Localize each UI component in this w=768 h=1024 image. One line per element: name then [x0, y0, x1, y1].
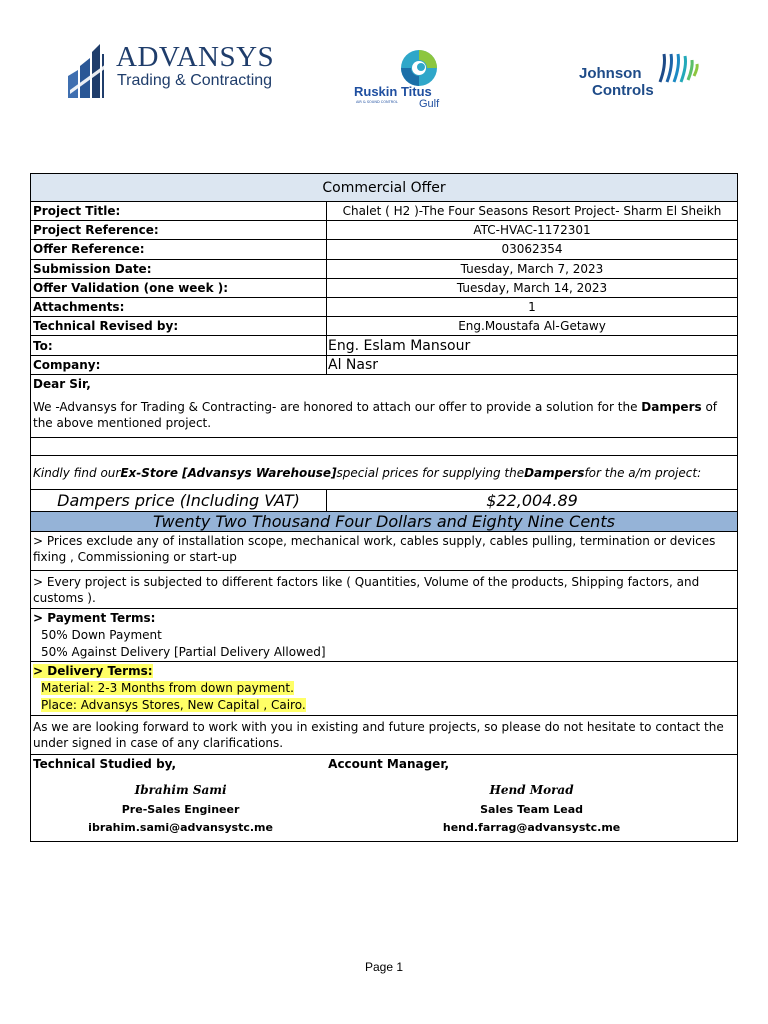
- field-row-company: [31, 356, 737, 376]
- field-row-to: [31, 336, 737, 356]
- advansys-tagline: Trading & Contracting: [117, 72, 273, 89]
- ruskin-name: Ruskin Titus: [354, 84, 432, 99]
- signature-role: Pre-Sales Engineer: [121, 803, 240, 817]
- kindly-bold-2: Dampers: [524, 465, 585, 480]
- signature-name: Hend Morad: [489, 783, 574, 798]
- intro-block: [31, 375, 737, 438]
- spacer-row: [31, 438, 737, 456]
- payment-terms: [31, 609, 737, 662]
- field-label: Submission Date:: [31, 260, 327, 278]
- intro-text-1: We -Advansys for Trading & Contracting- are honored to attach our offer to provide a solution for the: [33, 400, 642, 415]
- closing-paragraph: As we are looking forward to work with you in existing and future projects, so please do not hesitate to contact the under signed in case of any clarifications.: [31, 716, 737, 755]
- page-number: Page 1: [364, 960, 404, 974]
- field-value: Eng.Moustafa Al-Getawy: [458, 319, 606, 334]
- payment-term-item: 50% Against Delivery [Partial Delivery Allowed]: [41, 645, 326, 660]
- signature-email: hend.farrag@advansystc.me: [442, 821, 621, 835]
- kindly-line: [31, 456, 737, 490]
- signature-block: [31, 755, 737, 841]
- field-label: Technical Revised by:: [31, 317, 327, 335]
- payment-terms-heading: > Payment Terms:: [33, 611, 156, 626]
- johnson-controls-logo: [578, 52, 708, 102]
- price-label: Dampers price (Including VAT): [31, 490, 327, 511]
- note-project-factors: > Every project is subjected to different factors like ( Quantities, Volume of the products, Shipping factors, and customs ).: [31, 571, 737, 609]
- signature-title: Account Manager,: [328, 757, 450, 772]
- field-value: Tuesday, March 7, 2023: [460, 261, 604, 276]
- price-in-words: Twenty Two Thousand Four Dollars and Eighty Nine Cents: [31, 512, 737, 532]
- johnson-controls-wave-icon: [656, 52, 700, 84]
- ruskin-swirl-icon: [399, 48, 439, 88]
- field-label: To:: [31, 336, 327, 355]
- advansys-name: ADVANSYS: [116, 41, 275, 73]
- ruskin-tagline: AIR & SOUND CONTROL: [356, 100, 398, 104]
- kindly-text-3: for the a/m project:: [584, 465, 702, 480]
- signature-left: [33, 757, 328, 837]
- signature-name: Ibrahim Sami: [134, 783, 227, 798]
- field-row-submission-date: [31, 260, 737, 279]
- price-value: $22,004.89: [486, 491, 578, 511]
- field-row-project-reference: [31, 221, 737, 240]
- field-label: Offer Validation (one week ):: [31, 279, 327, 297]
- intro-text-2: of the above mentioned project.: [33, 400, 718, 431]
- payment-term-item: 50% Down Payment: [41, 628, 162, 643]
- kindly-text-2: special prices for supplying the: [336, 465, 525, 480]
- field-value: 03062354: [501, 242, 563, 257]
- field-value: Eng. Eslam Mansour: [328, 337, 471, 354]
- field-label: Attachments:: [31, 298, 327, 316]
- field-value: Chalet ( H2 )-The Four Seasons Resort Project- Sharm El Sheikh: [342, 204, 722, 219]
- signature-title: Technical Studied by,: [33, 757, 177, 772]
- delivery-term-item: Material: 2-3 Months from down payment.: [41, 681, 294, 696]
- kindly-text-1: Kindly find our: [33, 465, 121, 480]
- field-label: Project Title:: [31, 202, 327, 220]
- ruskin-gulf: Gulf: [419, 98, 440, 110]
- note-prices-exclude: > Prices exclude any of installation scope, mechanical work, cables supply, cables pulling, termination or devices fixing , Commissioning or start-up: [31, 532, 737, 571]
- signature-right: [328, 757, 735, 837]
- field-label: Project Reference:: [31, 221, 327, 239]
- field-label: Company:: [31, 356, 327, 375]
- signature-email: ibrahim.sami@advansystc.me: [88, 821, 273, 835]
- field-row-attachments: [31, 298, 737, 317]
- field-row-project-title: [31, 202, 737, 221]
- advansys-building-icon: [66, 44, 110, 98]
- jc-line1: Johnson: [579, 65, 642, 82]
- greeting: Dear Sir,: [33, 377, 91, 392]
- delivery-term-item: Place: Advansys Stores, New Capital , Cairo.: [41, 698, 306, 713]
- delivery-terms-heading: > Delivery Terms:: [33, 664, 153, 679]
- intro-paragraph: [33, 399, 735, 431]
- offer-title: Commercial Offer: [31, 174, 737, 202]
- field-row-technical-revised-by: [31, 317, 737, 336]
- intro-bold: Dampers: [641, 400, 702, 415]
- field-value: Tuesday, March 14, 2023: [456, 280, 608, 295]
- price-row: [31, 490, 737, 512]
- jc-line2: Controls: [592, 82, 654, 99]
- kindly-bold-1: Ex-Store [Advansys Warehouse]: [120, 465, 337, 480]
- field-label: Offer Reference:: [31, 240, 327, 258]
- signature-role: Sales Team Lead: [480, 803, 584, 817]
- delivery-terms: [31, 662, 737, 716]
- field-value: Al Nasr: [328, 357, 379, 374]
- commercial-offer-sheet: [30, 173, 738, 842]
- field-value: ATC-HVAC-1172301: [473, 223, 591, 238]
- field-row-offer-reference: [31, 240, 737, 259]
- ruskin-titus-logo: [352, 46, 452, 116]
- field-value: 1: [528, 300, 536, 315]
- field-row-offer-validation: [31, 279, 737, 298]
- advansys-logo: [66, 40, 276, 100]
